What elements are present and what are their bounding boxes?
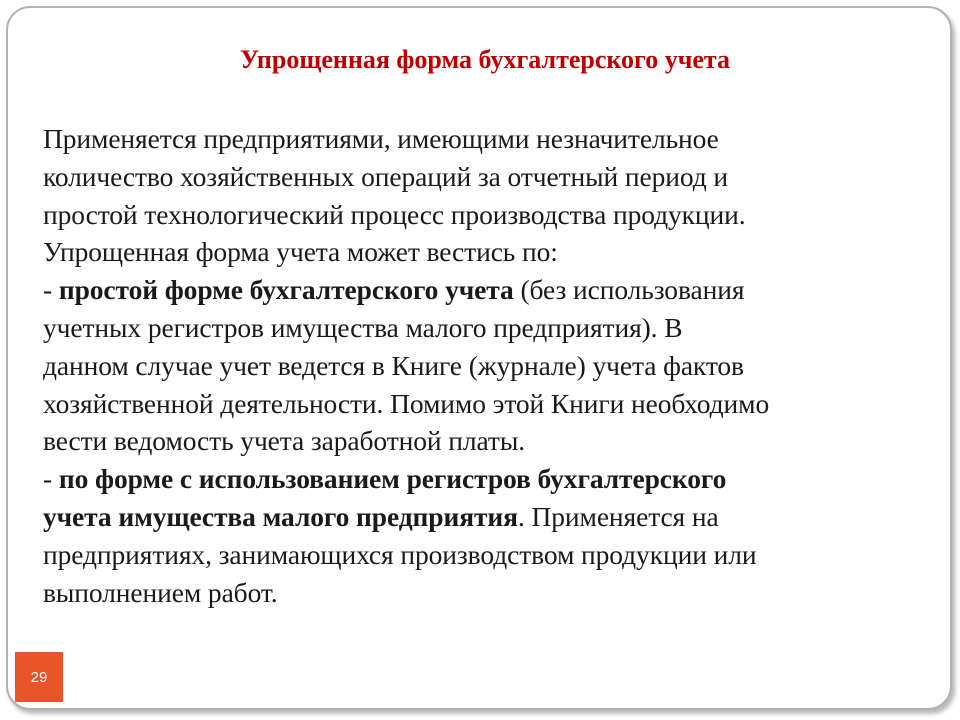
option-registers-form-bold-cont: учета имущества малого предприятия	[43, 500, 518, 532]
body-text-run: . Применяется на	[517, 500, 719, 532]
body-line: Применяется предприятиями, имеющими незначительное	[43, 123, 719, 154]
body-line: количество хозяйственных операций за отчетный период и	[43, 160, 729, 192]
body-line	[43, 498, 923, 536]
list-dash: -	[43, 463, 59, 495]
body-line: предприятиях, занимающихся производством продукции или	[43, 538, 757, 570]
list-dash: -	[43, 274, 59, 306]
body-line: простой технологический процесс производства продукции.	[43, 198, 746, 230]
body-line-option-simple	[43, 271, 923, 309]
page-number: 29	[30, 668, 48, 686]
option-simple-form-bold: простой форме бухгалтерского учета	[58, 274, 514, 306]
body-line-option-registers	[43, 460, 923, 498]
body-line: вести ведомость учета заработной платы.	[43, 425, 525, 457]
slide-body-text	[43, 120, 923, 611]
option-registers-form-bold: по форме с использованием регистров бухгалтерского	[58, 463, 727, 495]
body-line: данном случае учет ведется в Книге (журнале) учета фактов	[43, 349, 744, 381]
body-line: учетных регистров имущества малого предприятия). В	[43, 311, 683, 343]
body-line: хозяйственной деятельности. Помимо этой Книги необходимо	[43, 387, 770, 419]
slide-title: Упрощенная форма бухгалтерского учета	[239, 45, 731, 74]
page-number-badge	[15, 652, 63, 702]
body-line: Упрощенная форма учета может вестись по:	[43, 236, 558, 268]
body-text-run: (без использования	[513, 274, 745, 306]
body-line: выполнением работ.	[43, 576, 278, 608]
